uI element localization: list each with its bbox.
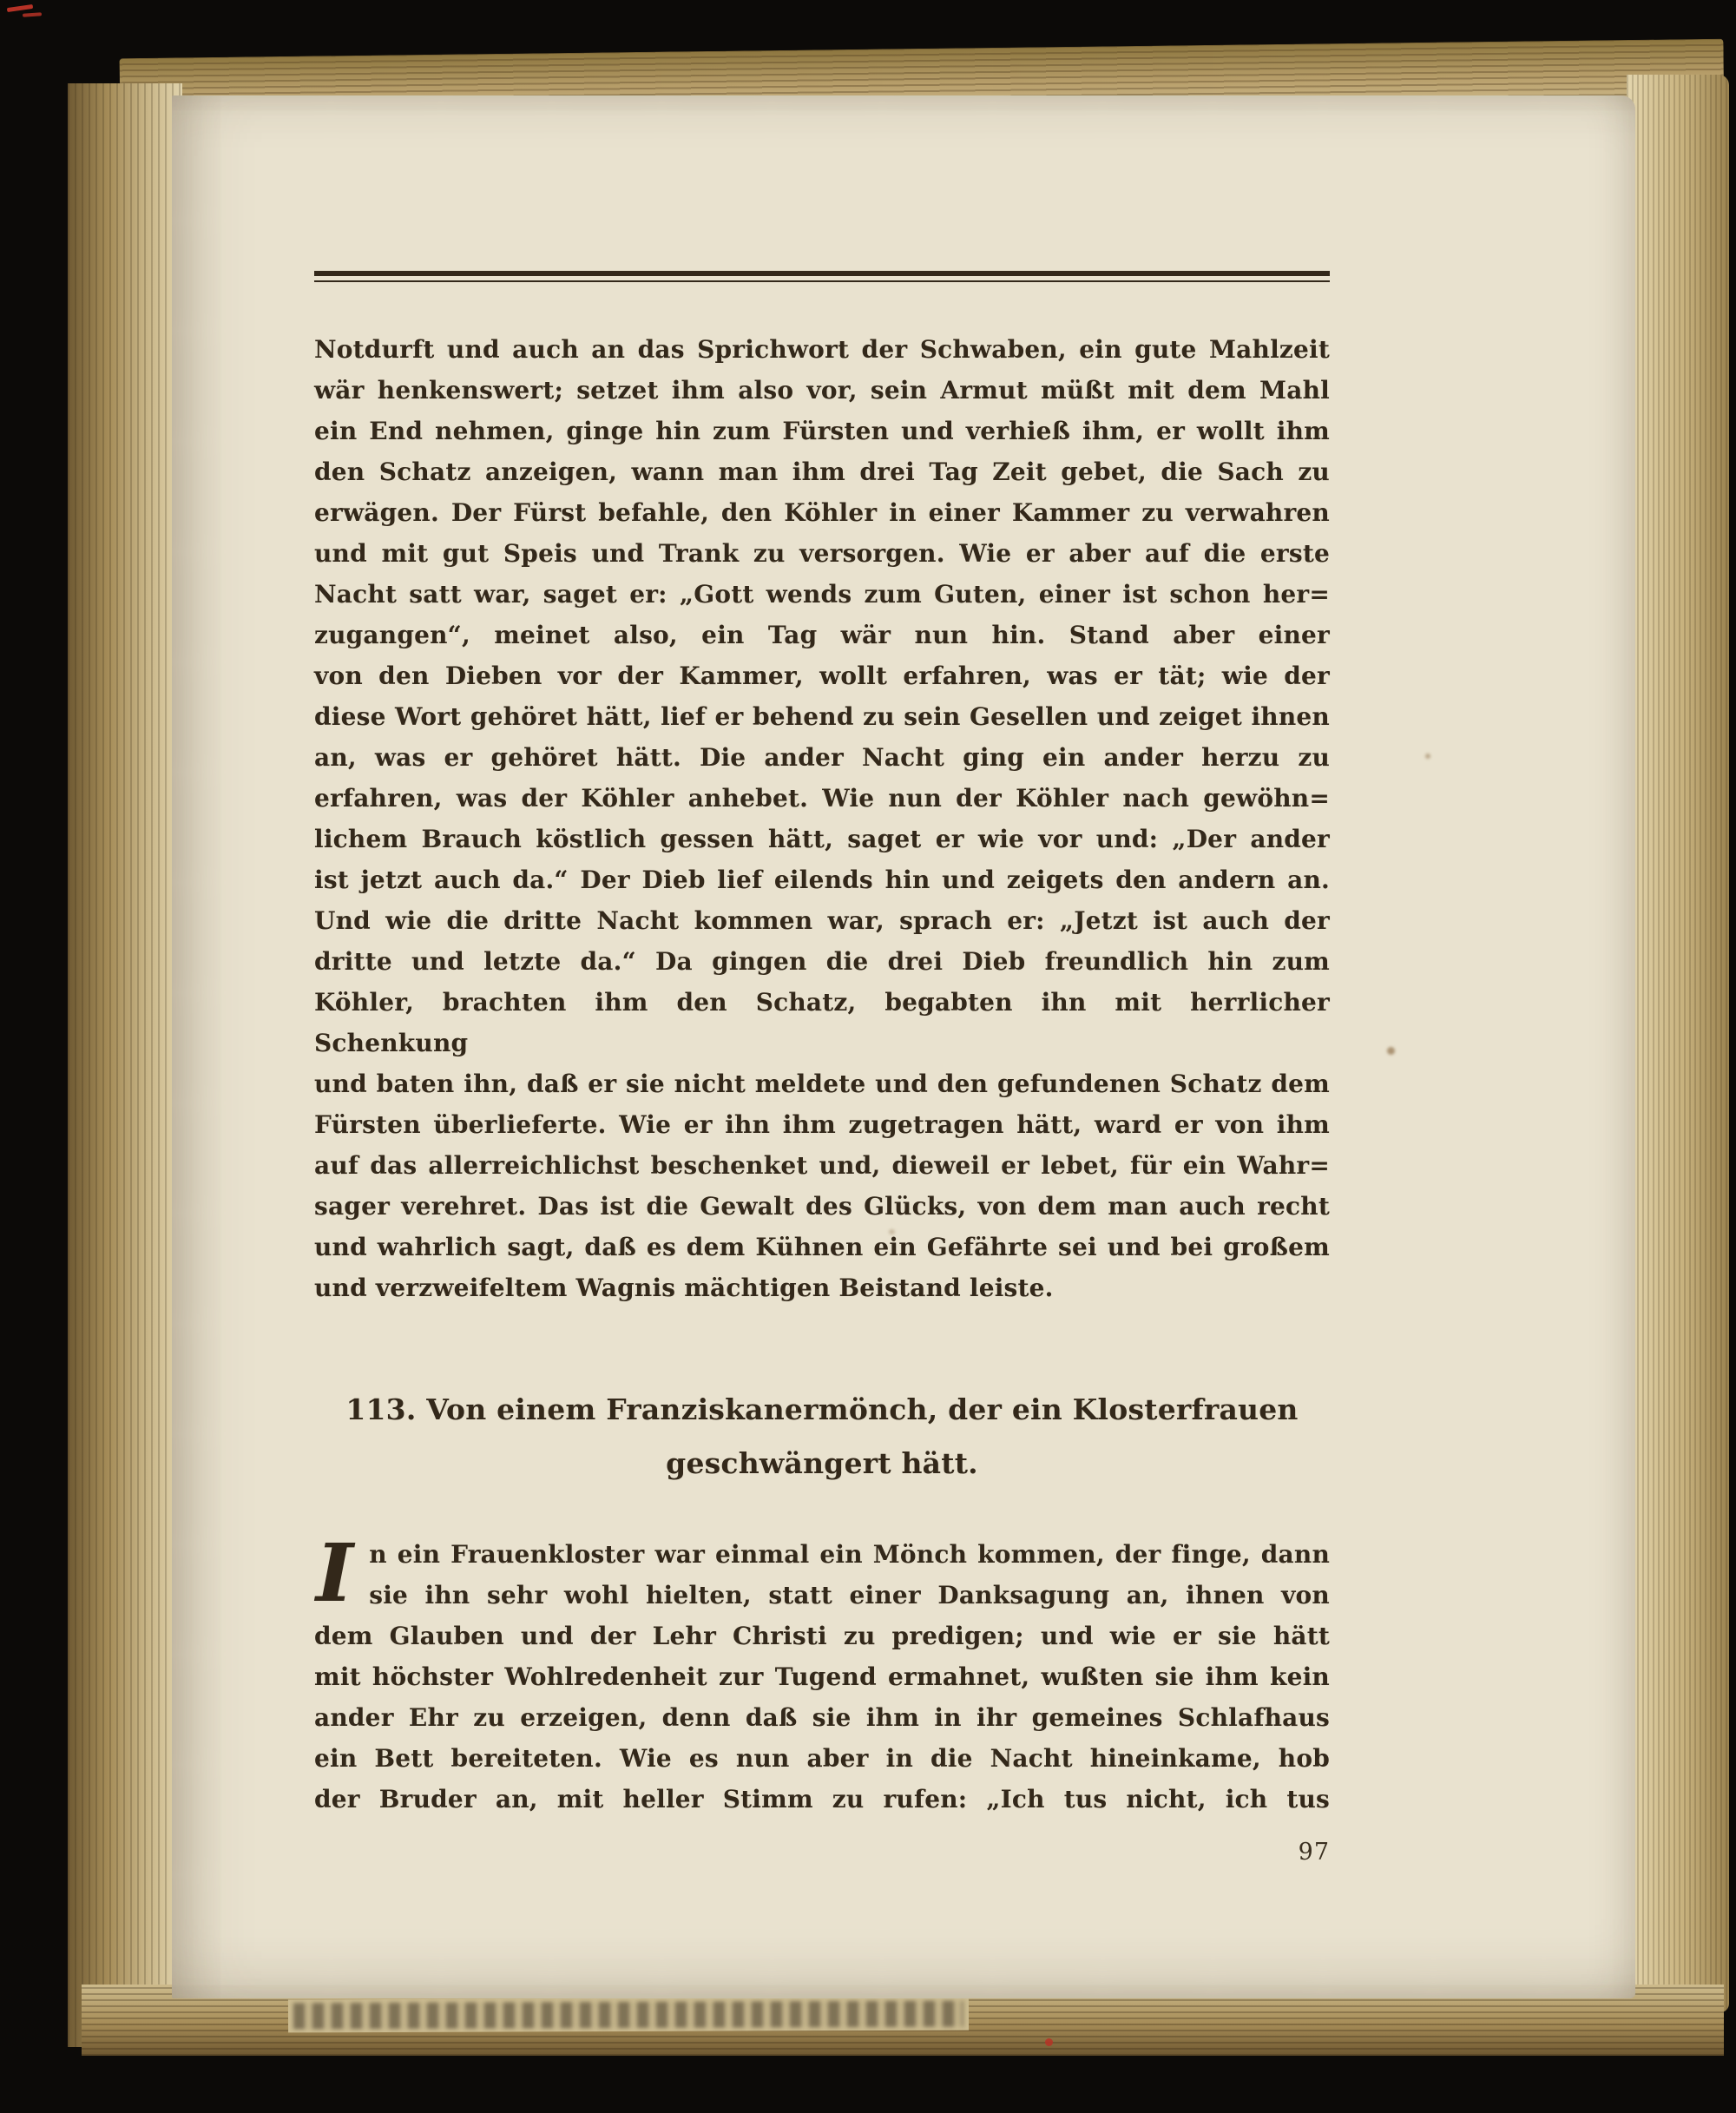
page-number: 97 [1298,1839,1330,1866]
text-line: sager verehret. Das ist die Gewalt des Glücks, von dem man auch recht [314,1192,1330,1221]
text-line: ein End nehmen, ginge hin zum Fürsten und verhieß ihm, er wollt ihm [314,417,1330,445]
red-ink-stroke [23,12,42,17]
text-line: den Schatz anzeigen, wann man ihm drei Tag Zeit gebet, die Sach zu [314,457,1330,486]
text-line: erfahren, was der Köhler anhebet. Wie nun der Köhler nach gewöhn= [314,784,1330,813]
text-line: und wahrlich sagt, daß es dem Kühnen ein Gefährte sei und bei großem [314,1233,1330,1261]
red-ink-mark [7,4,45,20]
text-line: wär henkenswert; setzet ihm also vor, sein Armut müßt mit dem Mahl [314,376,1330,405]
text-line: Notdurft und auch an das Sprichwort der Schwaben, ein gute Mahlzeit [314,335,1330,364]
text-line: Und wie die dritte Nacht kommen war, sprach er: „Jetzt ist auch der [314,906,1330,935]
text-line: und baten ihn, daß er sie nicht meldete und den gefundenen Schatz dem [314,1070,1330,1098]
chapter-heading [314,1383,1330,1491]
age-spot [1425,754,1430,759]
text-line: ein Bett bereiteten. Wie es nun aber in die Nacht hineinkame, hob [314,1744,1330,1773]
text-line: an, was er gehöret hätt. Die ander Nacht ging ein ander herzu zu [314,743,1330,772]
text-line: ander Ehr zu erzeigen, denn daß sie ihm in ihr gemeines Schlafhaus [314,1703,1330,1732]
book-left-page-edges [68,83,182,2047]
text-line: Nacht satt war, saget er: „Gott wends zum Guten, einer ist schon her= [314,580,1330,609]
drop-cap: I [316,1526,354,1620]
paragraph-continuation [314,329,1330,1308]
text-line: dritte und letzte da.“ Da gingen die drei Dieb freundlich hin zum [314,947,1330,976]
text-line: n ein Frauenkloster war einmal ein Mönch kommen, der finge, dann [369,1540,1330,1569]
head-rule [314,271,1330,282]
text-column [314,95,1330,1866]
text-line: lichem Brauch köstlich gessen hätt, saget er wie vor und: „Der ander [314,825,1330,853]
text-line: Köhler, brachten ihm den Schatz, begabten ihn mit herrlicher Schenkung [314,988,1330,1057]
book-fore-edge [1627,75,1729,2012]
text-line: mit höchster Wohlredenheit zur Tugend ermahnet, wußten sie ihm kein [314,1662,1330,1691]
text-line: zugangen“, meinet also, ein Tag wär nun hin. Stand aber einer [314,621,1330,649]
text-line: auf das allerreichlichst beschenket und, dieweil er lebet, für ein Wahr= [314,1151,1330,1180]
red-speck [1045,2038,1053,2046]
bottom-page-slip [288,1998,969,2033]
text-line: und mit gut Speis und Trank zu versorgen. Wie er aber auf die erste [314,539,1330,568]
text-line: diese Wort gehöret hätt, lief er behend zu sein Gesellen und zeiget ihnen [314,702,1330,731]
head-rule-thick [314,271,1330,276]
book-page [172,95,1635,1998]
heading-line: geschwängert hätt. [666,1446,978,1480]
paragraph-with-dropcap [314,1526,1330,1820]
text-line: ist jetzt auch da.“ Der Dieb lief eilends hin und zeigets den andern an. [314,866,1330,894]
text-line: von den Dieben vor der Kammer, wollt erfahren, was er tät; wie der [314,662,1330,690]
text-line: sie ihn sehr wohl hielten, statt einer Danksagung an, ihnen von [369,1581,1330,1609]
text-line: Fürsten überlieferte. Wie er ihn ihm zugetragen hätt, ward er von ihm [314,1110,1330,1139]
red-ink-stroke [7,4,33,12]
heading-line: 113. Von einem Franziskanermönch, der ein Klosterfrauen [345,1392,1299,1426]
text-line: erwägen. Der Fürst befahle, den Köhler in einer Kammer zu verwahren [314,498,1330,527]
head-rule-thin [314,280,1330,282]
text-line: der Bruder an, mit heller Stimm zu rufen: „Ich tus nicht, ich tus [314,1785,1330,1813]
age-spot [1387,1047,1395,1055]
text-line: und verzweifeltem Wagnis mächtigen Beistand leiste. [314,1274,1054,1302]
text-line: dem Glauben und der Lehr Christi zu predigen; und wie er sie hätt [314,1622,1330,1650]
